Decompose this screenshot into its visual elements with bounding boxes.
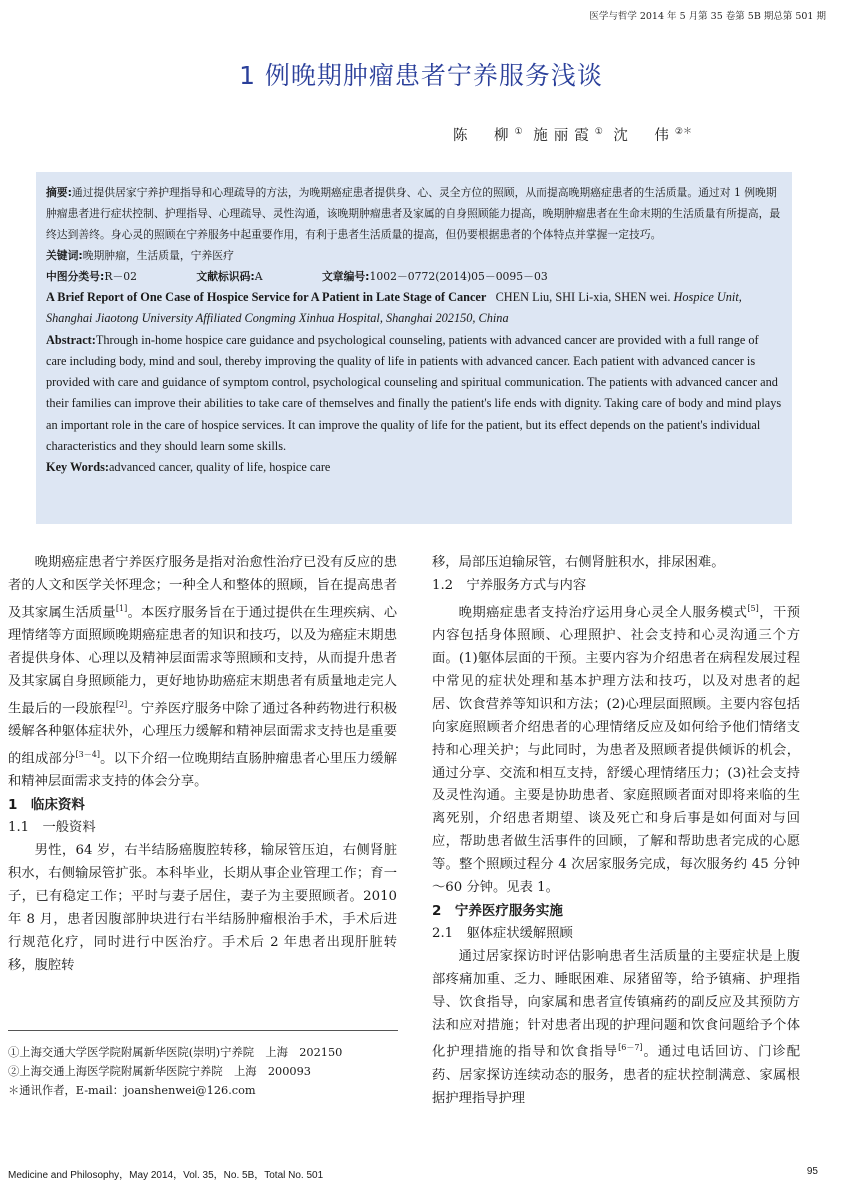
author-mark: ①	[594, 127, 603, 138]
body-left-column	[8, 552, 397, 978]
abstract-cn	[46, 182, 782, 245]
english-keywords-text: advanced cancer, quality of life, hospice care	[108, 460, 331, 475]
author-mark: ②＊	[674, 127, 692, 138]
citation: [5]	[747, 603, 759, 613]
paragraph-text: 。以下介绍一位晚期结直肠肿瘤患者心里压力缓解和精神层面需求支持的体会分享。	[8, 751, 398, 790]
english-abstract-text: Through in-home hospice care guidance and psychological counseling, patients with advanced cancer are provided with a full range of care including body, mind and soul, thereby improving the quality of life in patients with advanced cancer. Each patient with advanced cancer is provided with care and guidance of symptom control, psychological counseling and spiritual communication. The patients with advanced cancer and their families can improve their abilities to take care of themselves and finally the patient's life ends with dignity. Taking care of body and mind plays an important role in the care of hospice services. It can improve the quality of life for the patient, but its effect depends on the patient's individual characteristics and they should learn some skills.	[46, 332, 782, 454]
english-title-line	[46, 287, 782, 330]
citation: [3－4]	[75, 750, 100, 760]
citation: [2]	[115, 699, 128, 709]
paragraph-text: 通过居家探访时评估影响患者生活质量的主要症状是上腹部疼痛加重、乏力、睡眠困难、尿猪留等，给予镇痛、护理指导、饮食指导，向家属和患者宣传镇痛药的副反应及其预防方法和应对措施；针对患者出现的护理问题和饮食问题给予个体化护理措施的指导和饮食指导	[432, 948, 800, 1060]
doc-code-label: 文献标识码:	[196, 270, 255, 283]
author-mark: ①	[514, 127, 523, 138]
author-name: 施丽霞	[533, 128, 595, 144]
clc-label: 中图分类号:	[46, 270, 105, 283]
english-affiliation: Hospice Unit, Shanghai Jiaotong University Affiliated Congming Xinhua Hospital, Shanghai 202150, China	[46, 290, 742, 326]
keywords-cn-label: 关键词:	[46, 249, 83, 262]
service-paragraph	[432, 598, 800, 900]
keywords-cn-text: 晚期肿瘤，生活质量，宁养医疗	[82, 249, 234, 262]
subsection-heading: 1.1 一般资料	[8, 820, 96, 836]
english-title: A Brief Report of One Case of Hospice Service for A Patient in Late Stage of Cancer	[46, 290, 487, 304]
footnote: ②上海交通上海医学院附属新华医院宁养院 上海 200093	[8, 1065, 311, 1078]
citation: [6－7]	[618, 1043, 643, 1053]
abstract-cn-text: 通过提供居家宁养护理指导和心理疏导的方法，为晚期癌症患者提供身、心、灵全方位的照顾，从而提高晚期癌症患者的生活质量。通过对 1 例晚期肿瘤患者进行症状控制、护理指导、心理疏导、灵性沟通，该晚期肿瘤患者及家属的自身照顾能力提高，晚期肿瘤患者在生命末期的生活质量有所提高，最终达到善终。身心灵的照顾在宁养服务中起重要作用，有利于患者生活质量的提高，但仍要根据患者的个体特点并掌握一定技巧。	[46, 186, 781, 241]
classification-row	[46, 266, 782, 287]
continued-paragraph: 移，局部压迫输尿管，右侧肾脏积水，排尿困难。	[432, 555, 725, 570]
author-list	[453, 124, 692, 145]
paragraph-text: 。本医疗服务旨在于通过提供在生理疾病、心理情绪等方面照顾晚期癌症患者的知识和技巧，以及为癌症末期患者提供身体、心理以及精神层面需求等照顾和支持，从而提升患者及其家属自身照顾能力，更好地协助癌症末期患者有质量地走完人生最后的一段旅程	[8, 605, 398, 717]
intro-paragraph	[8, 552, 397, 794]
case-paragraph: 男性，64 岁，右半结肠癌腹腔转移，输尿管压迫，右侧肾脏积水，右侧输尿管扩张。本科毕业，长期从事企业管理工作；育一子，已有稳定工作；平时与妻子居住，妻子为主要照顾者。2010 年 8 月，患者因腹部肿块进行右半结肠肿瘤根治手术，手术后进行规范化疗，同时进行中医治疗。手术后 2 年患者出现肝脏转移，腹腔转	[8, 843, 397, 973]
paragraph-text: ，干预内容包括身体照顾、心理照护、社会支持和心灵沟通三个方面。(1)躯体层面的干预。主要内容为介绍患者在病程发展过程中常见的症状处理和基本护理方法和技巧，以及对患者的起居、饮食营养等知识和方法；(2)心理层面照顾。主要内容包括向家庭照顾者介绍患者的心理情绪反应及如何给予他们情绪支持和心理关护；与此同时，为患者及照顾者提供倾诉的机会，通过分享、交流和相互支持，舒缓心理情绪压力；(3)社会支持及灵性沟通。主要是协助患者、家庭照顾者面对即将来临的生离死别，介绍患者期望、谈及死亡和身后事是如何面对与回应，帮助患者做生活事件的回顾，了解和帮助患者完成的心愿等。整个照顾过程分 4 次居家服务完成，每次服务约 45 分钟～60 分钟。见表 1。	[432, 605, 801, 896]
doc-code-value: A	[254, 270, 263, 283]
section-heading: 2 宁养医疗服务实施	[432, 903, 563, 920]
running-header: 医学与哲学 2014 年 5 月第 35 卷第 5B 期总第 501 期	[589, 11, 826, 22]
english-authors: CHEN Liu, SHI Li-xia, SHEN wei.	[495, 290, 671, 304]
english-keywords	[46, 457, 782, 478]
author-name: 陈 柳	[453, 128, 515, 144]
paragraph-text: 晚期癌症患者支持治疗运用身心灵全人服务模式	[458, 605, 748, 621]
article-no-value: 1002－0772(2014)05－0095－03	[369, 270, 548, 283]
paragraph-text: 。宁养医疗服务中除了通过各种药物进行积极缓解各种躯体症状外，心理压力缓解和精神层面需求支持也是重要的组成部分	[8, 701, 398, 767]
english-abstract-label: Abstract:	[46, 332, 96, 347]
paragraph-text: 。通过电话回访、门诊配药、居家探访连续动态的服务，患者的症状控制满意、家属根据护理指导护理	[432, 1044, 801, 1106]
footnotes	[8, 1030, 398, 1100]
body-right-column	[432, 552, 800, 1111]
citation: [1]	[115, 603, 128, 613]
english-abstract	[46, 330, 782, 458]
abstract-box	[36, 172, 792, 524]
clc-value: R－02	[104, 270, 137, 283]
symptom-paragraph	[432, 946, 800, 1111]
author-name: 沈 伟	[613, 128, 675, 144]
english-keywords-label: Key Words:	[46, 460, 109, 475]
page-number: 95	[806, 1166, 818, 1177]
keywords-cn	[46, 245, 782, 266]
abstract-cn-label: 摘要:	[46, 186, 72, 199]
footnote: ＊通讯作者，E-mail：joanshenwei@126.com	[8, 1084, 256, 1097]
paragraph-text: 晚期癌症患者宁养医疗服务是指对治愈性治疗已没有反应的患者的人文和医学关怀理念；一种全人和整体的照顾，旨在提高患者及其家属生活质量	[8, 555, 397, 621]
footer-citation: Medicine and Philosophy，May 2014，Vol. 35，No. 5B，Total No. 501	[8, 1170, 324, 1181]
subsection-heading: 1.2 宁养服务方式与内容	[432, 577, 587, 593]
section-heading: 1 临床资料	[8, 797, 85, 814]
article-title: 1 例晚期肿瘤患者宁养服务浅谈	[239, 61, 603, 90]
article-no-label: 文章编号:	[321, 270, 370, 283]
footnote: ①上海交通大学医学院附属新华医院(崇明)宁养院 上海 202150	[8, 1046, 343, 1059]
subsection-heading: 2.1 躯体症状缓解照顾	[432, 925, 573, 941]
